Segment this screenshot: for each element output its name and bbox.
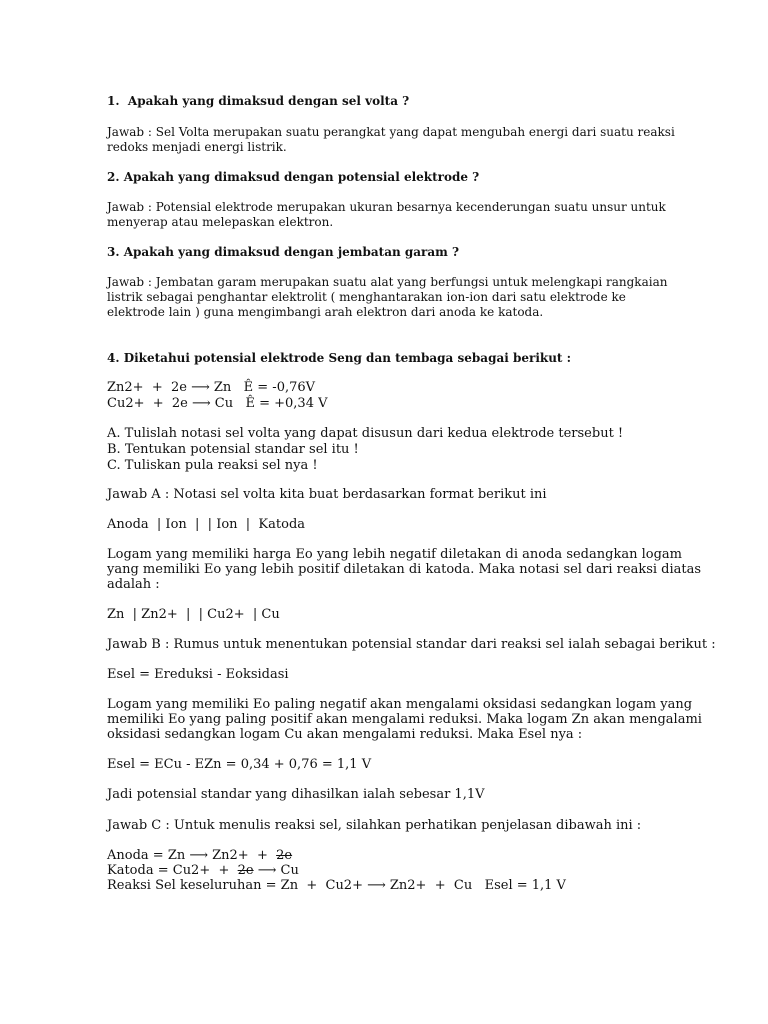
conclusion: Jadi potensial standar yang dihasilkan ialah sebesar 1,1V — [107, 787, 485, 802]
answer-2-line-2: menyerap atau melepaskan elektron. — [107, 215, 334, 229]
cell-notation: Zn | Zn2+ | | Cu2+ | Cu — [107, 607, 280, 622]
task-b: B. Tentukan potensial standar sel itu ! — [107, 442, 359, 457]
explain-b-line-3: oksidasi sedangkan logam Cu akan mengalami reduksi. Maka Esel nya : — [107, 727, 583, 742]
cell-format: Anoda | Ion | | Ion | Katoda — [107, 517, 306, 532]
question-1-title: 1. Apakah yang dimaksud dengan sel volta ? — [107, 94, 410, 108]
jawab-c: Jawab C : Untuk menulis reaksi sel, silahkan perhatikan penjelasan dibawah ini : — [107, 818, 642, 833]
jawab-b: Jawab B : Rumus untuk menentukan potensial standar dari reaksi sel ialah sebagai berikut : — [107, 637, 716, 652]
equation-cu: Cu2+ + 2e ⟶ Cu Ê = +0,34 V — [107, 396, 328, 411]
explain-a-line-3: adalah : — [107, 577, 160, 592]
explain-b-line-2: memiliki Eo yang paling positif akan mengalami reduksi. Maka logam Zn akan mengalami — [107, 712, 702, 727]
answer-3-line-2: listrik sebagai penghantar elektrolit ( menghantarakan ion-ion dari satu elektrode ke — [107, 290, 626, 304]
answer-1-line-1: Jawab : Sel Volta merupakan suatu perangkat yang dapat mengubah energi dari suatu reaksi — [107, 125, 675, 139]
question-3-title: 3. Apakah yang dimaksud dengan jembatan garam ? — [107, 245, 460, 259]
jawab-a: Jawab A : Notasi sel volta kita buat berdasarkan format berikut ini — [107, 487, 547, 502]
equation-zn: Zn2+ + 2e ⟶ Zn Ê = -0,76V — [107, 380, 316, 395]
question-4-title: 4. Diketahui potensial elektrode Seng dan tembaga sebagai berikut : — [107, 351, 572, 365]
explain-a-line-1: Logam yang memiliki harga Eo yang lebih negatif diletakan di anoda sedangkan logam — [107, 547, 682, 562]
anoda-reaction-text: Anoda = Zn ⟶ Zn2+ + — [107, 848, 277, 863]
answer-2-line-1: Jawab : Potensial elektrode merupakan ukuran besarnya kecenderungan suatu unsur untuk — [107, 200, 666, 214]
katoda-reaction — [107, 863, 299, 879]
katoda-reaction-product: ⟶ Cu — [253, 863, 299, 878]
formula: Esel = Ereduksi - Eoksidasi — [107, 667, 289, 682]
anoda-electrons-cancelled: 2e — [276, 848, 293, 863]
calculation: Esel = ECu - EZn = 0,34 + 0,76 = 1,1 V — [107, 757, 372, 772]
task-a: A. Tulislah notasi sel volta yang dapat disusun dari kedua elektrode tersebut ! — [107, 426, 624, 441]
anoda-reaction — [107, 848, 292, 864]
task-c: C. Tuliskan pula reaksi sel nya ! — [107, 458, 318, 473]
katoda-reaction-text: Katoda = Cu2+ + — [107, 863, 238, 878]
answer-3-line-3: elektrode lain ) guna mengimbangi arah elektron dari anoda ke katoda. — [107, 305, 544, 319]
explain-a-line-2: yang memiliki Eo yang lebih positif diletakan di katoda. Maka notasi sel dari reaksi diatas — [107, 562, 702, 577]
explain-b-line-1: Logam yang memiliki Eo paling negatif akan mengalami oksidasi sedangkan logam yang — [107, 697, 693, 712]
answer-3-line-1: Jawab : Jembatan garam merupakan suatu alat yang berfungsi untuk melengkapi rangkaian — [107, 275, 668, 289]
answer-1-line-2: redoks menjadi energi listrik. — [107, 140, 287, 154]
question-2-title: 2. Apakah yang dimaksud dengan potensial elektrode ? — [107, 170, 480, 184]
overall-reaction: Reaksi Sel keseluruhan = Zn + Cu2+ ⟶ Zn2+ + Cu Esel = 1,1 V — [107, 878, 566, 893]
katoda-electrons-cancelled: 2e — [237, 863, 254, 878]
